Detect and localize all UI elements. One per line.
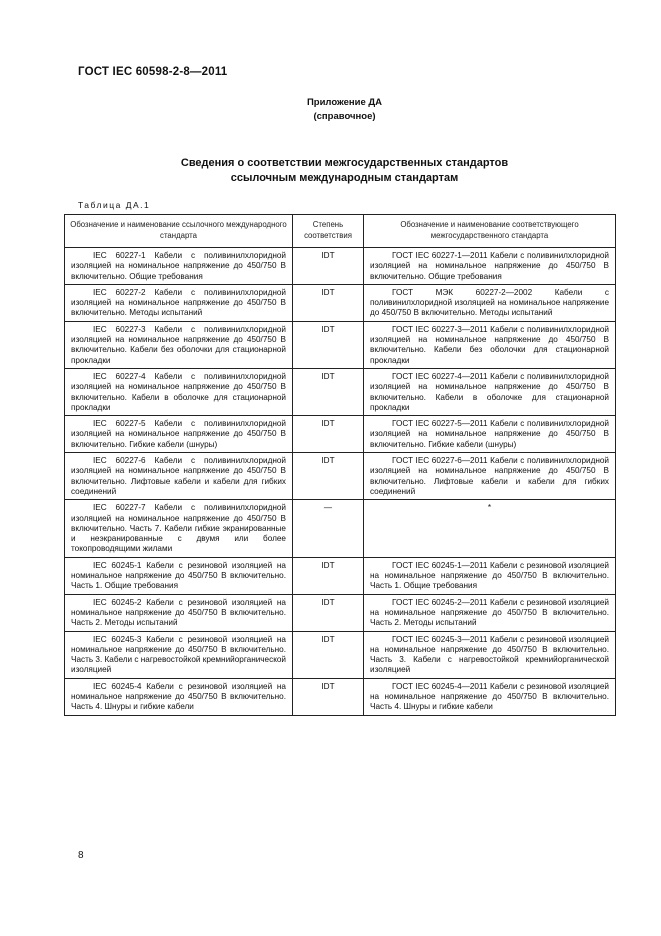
intl-standard-cell: IEC 60245-2 Кабели с резиновой изоляцией на номинальное напряжение до 450/750 В включительно. Часть 2. Методы испытаний [65, 594, 293, 631]
document-code: ГОСТ IEC 60598-2-8—2011 [78, 66, 228, 78]
interstate-standard-cell: * [364, 500, 616, 557]
degree-cell: IDT [293, 368, 364, 415]
table-row [65, 453, 616, 500]
interstate-standard-cell: ГОСТ IEC 60227-5—2011 Кабели с поливинилхлоридной изоляцией на номинальное напряжение до 450/750 В включительно. Гибкие кабели (шнуры) [364, 416, 616, 453]
intl-standard-cell: IEC 60227-5 Кабели с поливинилхлоридной изоляцией на номинальное напряжение до 450/750 В включительно. Гибкие кабели (шнуры) [65, 416, 293, 453]
table-row [65, 631, 616, 678]
page-number: 8 [78, 850, 84, 861]
interstate-standard-cell: ГОСТ IEC 60227-3—2011 Кабели с поливинилхлоридной изоляцией на номинальное напряжение до 450/750 В включительно. Кабели без оболочки для стационарной прокладки [364, 321, 616, 368]
table-row [65, 368, 616, 415]
intl-standard-cell: IEC 60245-1 Кабели с резиновой изоляцией на номинальное напряжение до 450/750 В включительно. Часть 1. Общие требования [65, 557, 293, 594]
degree-cell: IDT [293, 248, 364, 285]
table-row [65, 557, 616, 594]
table-row [65, 500, 616, 557]
table-row [65, 678, 616, 715]
header-degree: Степень соответствия [293, 215, 364, 248]
interstate-standard-cell: ГОСТ IEC 60245-2—2011 Кабели с резиновой изоляцией на номинальное напряжение до 450/750 В включительно. Часть 2. Методы испытаний [364, 594, 616, 631]
intl-standard-cell: IEC 60245-3 Кабели с резиновой изоляцией на номинальное напряжение до 450/750 В включительно. Часть 3. Кабели с нагревостойкой кремнийорганической изоляцией [65, 631, 293, 678]
interstate-standard-cell: ГОСТ IEC 60227-4—2011 Кабели с поливинилхлоридной изоляцией на номинальное напряжение до 450/750 В включительно. Кабели в оболочке для стационарной прокладки [364, 368, 616, 415]
table-label: Таблица ДА.1 [78, 200, 151, 210]
degree-cell: IDT [293, 321, 364, 368]
interstate-standard-cell: ГОСТ IEC 60227-6—2011 Кабели с поливинилхлоридной изоляцией на номинальное напряжение до 450/750 В включительно. Лифтовые кабели и кабели для гибких соединений [364, 453, 616, 500]
degree-cell: IDT [293, 594, 364, 631]
degree-cell: IDT [293, 557, 364, 594]
degree-cell: IDT [293, 284, 364, 321]
appendix-subtitle: (справочное) [313, 111, 376, 122]
degree-cell: IDT [293, 453, 364, 500]
header-interstate-standard: Обозначение и наименование соответствующего межгосударственного стандарта [364, 215, 616, 248]
table-row [65, 321, 616, 368]
header-international-standard: Обозначение и наименование ссылочного международного стандарта [65, 215, 293, 248]
interstate-standard-cell: ГОСТ IEC 60245-1—2011 Кабели с резиновой изоляцией на номинальное напряжение до 450/750 В включительно. Часть 1. Общие требования [364, 557, 616, 594]
degree-cell: IDT [293, 631, 364, 678]
section-title-line-2: ссылочным международным стандартам [230, 172, 459, 184]
intl-standard-cell: IEC 60245-4 Кабели с резиновой изоляцией на номинальное напряжение до 450/750 В включительно. Часть 4. Шнуры и гибкие кабели [65, 678, 293, 715]
intl-standard-cell: IEC 60227-6 Кабели с поливинилхлоридной изоляцией на номинальное напряжение до 450/750 В включительно. Лифтовые кабели и кабели для гибких соединений [65, 453, 293, 500]
interstate-standard-cell: ГОСТ IEC 60227-1—2011 Кабели с поливинилхлоридной изоляцией на номинальное напряжение до 450/750 В включительно. Общие требования [364, 248, 616, 285]
interstate-standard-cell: ГОСТ МЭК 60227-2—2002 Кабели с поливинилхлоридной изоляцией на номинальное напряжение до 450/750 В включительно. Методы испытаний [364, 284, 616, 321]
intl-standard-cell: IEC 60227-3 Кабели с поливинилхлоридной изоляцией на номинальное напряжение до 450/750 В включительно. Кабели без оболочки для стационарной прокладки [65, 321, 293, 368]
degree-cell: IDT [293, 416, 364, 453]
interstate-standard-cell: ГОСТ IEC 60245-3—2011 Кабели с резиновой изоляцией на номинальное напряжение до 450/750 В включительно. Часть 3. Кабели с нагревостойкой кремнийорганической изоляцией [364, 631, 616, 678]
table-row [65, 416, 616, 453]
section-title [0, 156, 661, 186]
intl-standard-cell: IEC 60227-4 Кабели с поливинилхлоридной изоляцией на номинальное напряжение до 450/750 В включительно. Кабели в оболочке для стационарной прокладки [65, 368, 293, 415]
table-row [65, 594, 616, 631]
appendix-title: Приложение ДА [306, 97, 383, 108]
intl-standard-cell: IEC 60227-2 Кабели с поливинилхлоридной изоляцией на номинальное напряжение до 450/750 В включительно. Методы испытаний [65, 284, 293, 321]
intl-standard-cell: IEC 60227-7 Кабели с поливинилхлоридной изоляцией на номинальное напряжение до 450/750 В включительно. Часть 7. Кабели гибкие экранированные и неэкранированные с двумя или более токопроводящими жилами [65, 500, 293, 557]
interstate-standard-cell: ГОСТ IEC 60245-4—2011 Кабели с резиновой изоляцией на номинальное напряжение до 450/750 В включительно. Часть 4. Шнуры и гибкие кабели [364, 678, 616, 715]
degree-cell: IDT [293, 678, 364, 715]
intl-standard-cell: IEC 60227-1 Кабели с поливинилхлоридной изоляцией на номинальное напряжение до 450/750 В включительно. Общие требования [65, 248, 293, 285]
correspondence-table [64, 214, 616, 716]
section-title-line-1: Сведения о соответствии межгосударственных стандартов [180, 157, 509, 169]
table-row [65, 284, 616, 321]
table-header-row [65, 215, 616, 248]
table-row [65, 248, 616, 285]
appendix-heading [0, 96, 661, 124]
degree-cell: — [293, 500, 364, 557]
